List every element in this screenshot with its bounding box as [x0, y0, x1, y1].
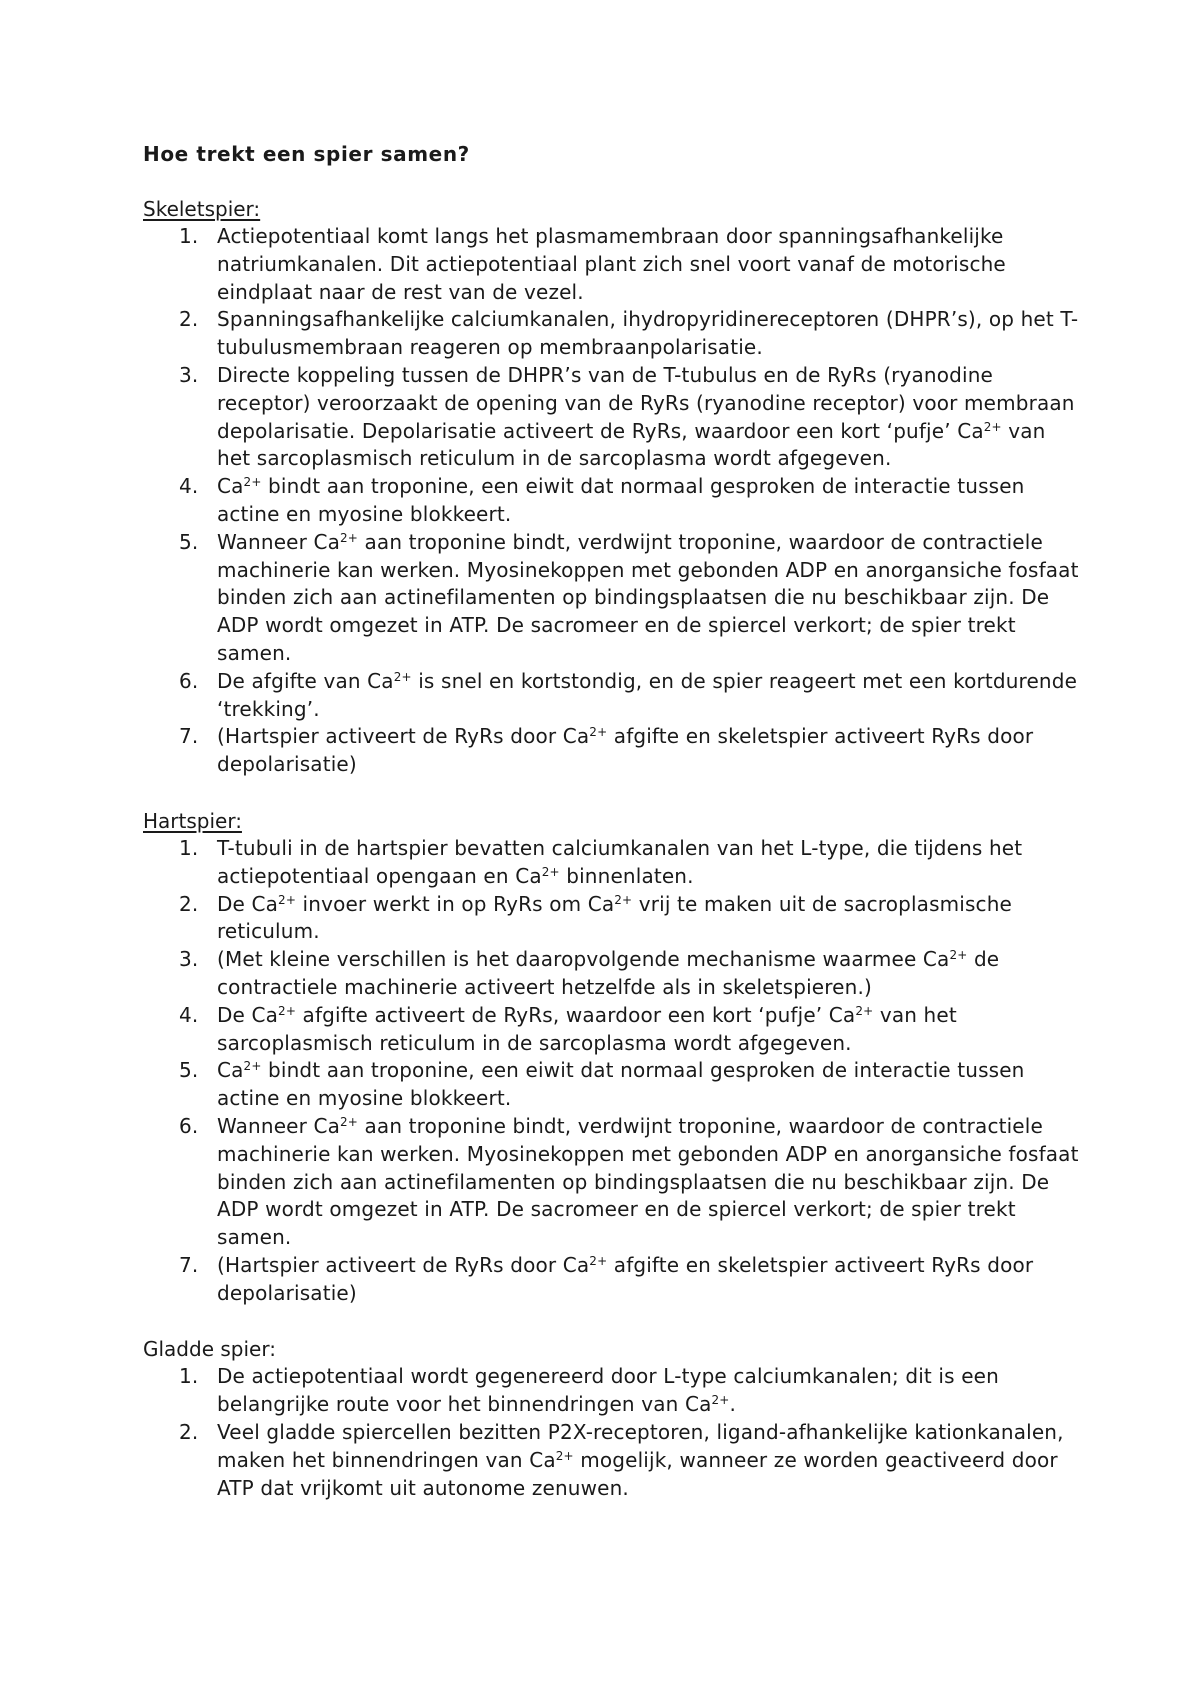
- list-item: [143, 1113, 1083, 1252]
- list-item-text: Wanneer Ca: [217, 1113, 341, 1138]
- list-item: [143, 1252, 1083, 1308]
- list-item-text: bindt aan troponine, een eiwit dat normaal gesproken de interactie tussen actine en myosine blokkeert.: [217, 1058, 1025, 1111]
- list-item-text: invoer werkt in op RyRs om Ca: [296, 891, 615, 916]
- list-item-text: is snel en kortstondig, en de spier reageert met een kortdurende ‘trekking’.: [217, 668, 1078, 721]
- list-item-number: 4.: [179, 474, 199, 499]
- list-item-text: De Ca: [217, 891, 279, 916]
- superscript-charge: 2+: [278, 892, 297, 907]
- superscript-charge: 2+: [711, 1393, 730, 1408]
- superscript-charge: 2+: [243, 1059, 262, 1074]
- list-item: [143, 529, 1083, 668]
- document-title: Hoe trekt een spier samen?: [143, 142, 470, 166]
- list-item-text: De actiepotentiaal wordt gegenereerd door L-type calciumkanalen; dit is een belangrijke route voor het binnendringen van Ca: [217, 1364, 999, 1417]
- list-item-text: afgifte en skeletspier activeert RyRs door depolarisatie): [217, 724, 1034, 777]
- list-item-number: 7.: [179, 1252, 199, 1277]
- section: [143, 1335, 1083, 1502]
- list-item: [143, 891, 1083, 947]
- list-item-text: T-tubuli in de hartspier bevatten calciumkanalen van het L-type, die tijdens het actiepotentiaal opengaan en Ca: [217, 835, 1023, 888]
- list-item: [143, 946, 1083, 1002]
- list-item-number: 5.: [179, 529, 199, 554]
- superscript-charge: 2+: [243, 475, 262, 490]
- list-item-text: aan troponine bindt, verdwijnt troponine, waardoor de contractiele machinerie kan werken. Myosinekoppen met gebonden ADP en anorgansiche fosfaat binden zich aan actinefilamenten op bindingsplaatsen die nu beschikbaar zijn. De ADP wordt omgezet in ATP. De sacromeer en de spiercel verkort; de spier trekt samen.: [217, 529, 1079, 665]
- list-item-text: Veel gladde spiercellen bezitten P2X-receptoren, ligand-afhankelijke kationkanalen, maken het binnendringen van Ca: [217, 1420, 1064, 1472]
- superscript-charge: 2+: [340, 530, 359, 545]
- superscript-charge: 2+: [614, 892, 633, 907]
- list-item-number: 2.: [179, 1420, 199, 1445]
- list-item-number: 7.: [179, 724, 199, 749]
- section-heading: Hartspier:: [143, 808, 242, 833]
- list-item: [143, 668, 1083, 724]
- list-item: [143, 723, 1083, 779]
- list-item-number: 6.: [179, 668, 199, 693]
- list-item-text: De Ca: [217, 1002, 279, 1027]
- superscript-charge: 2+: [983, 419, 1002, 434]
- superscript-charge: 2+: [589, 725, 608, 740]
- list-item: [143, 473, 1083, 529]
- list-item-number: 2.: [179, 307, 199, 332]
- section: [143, 807, 1083, 1308]
- section-heading: Gladde spier:: [143, 1337, 276, 1362]
- numbered-list: [143, 223, 1083, 779]
- list-item-number: 3.: [179, 947, 199, 972]
- list-item-text: (Hartspier activeert de RyRs door Ca: [217, 724, 590, 749]
- list-item-text: van het sarcoplasmisch reticulum in de sarcoplasma wordt afgegeven.: [217, 1002, 957, 1055]
- list-item-text: Directe koppeling tussen de DHPR’s van de T-tubulus en de RyRs (ryanodine receptor) veroorzaakt de opening van de RyRs (ryanodine receptor) voor membraan depolarisatie. Depolarisatie activeert de RyRs, waardoor een kort ‘pufje’ Ca: [217, 362, 1075, 443]
- list-item-text: mogelijk, wanneer ze worden geactiveerd door ATP dat vrijkomt uit autonome zenuwen.: [217, 1447, 1058, 1500]
- list-item-number: 1.: [179, 1364, 199, 1389]
- list-item-text: Spanningsafhankelijke calciumkanalen, ihydropyridinereceptoren (DHPR’s), op het T-tubulusmembraan reageren op membraanpolarisatie.: [217, 307, 1079, 360]
- list-item: [143, 1057, 1083, 1113]
- list-item-text: (Met kleine verschillen is het daaropvolgende mechanisme waarmee Ca: [217, 947, 950, 972]
- list-item-text: van het sarcoplasmisch reticulum in de sarcoplasma wordt afgegeven.: [217, 418, 1046, 471]
- numbered-list: [143, 835, 1083, 1308]
- list-item-text: De afgifte van Ca: [217, 668, 394, 693]
- superscript-charge: 2+: [393, 669, 412, 684]
- list-item-text: binnenlaten.: [559, 863, 694, 888]
- list-item-number: 6.: [179, 1113, 199, 1138]
- list-item: [143, 306, 1083, 362]
- list-item: [143, 835, 1083, 891]
- list-item-text: Actiepotentiaal komt langs het plasmamembraan door spanningsafhankelijke natriumkanalen. Dit actiepotentiaal plant zich snel voort vanaf de motorische eindplaat naar de rest van de vezel.: [217, 224, 1006, 304]
- section-heading: Skeletspier:: [143, 197, 261, 221]
- list-item: [143, 223, 1083, 306]
- document-body: [143, 195, 1083, 1502]
- list-item: [143, 1419, 1083, 1502]
- list-item-text: Ca: [217, 474, 244, 499]
- list-item-text: de contractiele machinerie activeert hetzelfde als in skeletspieren.): [217, 947, 1000, 999]
- superscript-charge: 2+: [541, 864, 560, 879]
- list-item-number: 1.: [179, 224, 199, 248]
- list-item-text: vrij te maken uit de sacroplasmische reticulum.: [217, 891, 1012, 944]
- list-item: [143, 1363, 1083, 1419]
- list-item-number: 4.: [179, 1002, 199, 1027]
- superscript-charge: 2+: [278, 1003, 297, 1018]
- list-item-number: 2.: [179, 891, 199, 916]
- list-item-text: aan troponine bindt, verdwijnt troponine, waardoor de contractiele machinerie kan werken. Myosinekoppen met gebonden ADP en anorgansiche fosfaat binden zich aan actinefilamenten op bindingsplaatsen die nu beschikbaar zijn. De ADP wordt omgezet in ATP. De sacromeer en de spiercel verkort; de spier trekt samen.: [217, 1113, 1079, 1250]
- list-item-number: 3.: [179, 362, 199, 387]
- list-item-text: bindt aan troponine, een eiwit dat normaal gesproken de interactie tussen actine en myosine blokkeert.: [217, 474, 1025, 526]
- list-item: [143, 362, 1083, 473]
- list-item-text: .: [729, 1392, 736, 1417]
- list-item-text: afgifte activeert de RyRs, waardoor een kort ‘pufje’ Ca: [296, 1002, 856, 1027]
- superscript-charge: 2+: [589, 1253, 608, 1268]
- list-item-text: Ca: [217, 1058, 244, 1083]
- list-item-text: (Hartspier activeert de RyRs door Ca: [217, 1252, 590, 1277]
- superscript-charge: 2+: [340, 1114, 359, 1129]
- list-item-number: 5.: [179, 1058, 199, 1083]
- document-page: [143, 140, 1083, 1530]
- superscript-charge: 2+: [855, 1003, 874, 1018]
- list-item-text: afgifte en skeletspier activeert RyRs door depolarisatie): [217, 1252, 1034, 1305]
- superscript-charge: 2+: [555, 1448, 574, 1463]
- section: [143, 195, 1083, 779]
- numbered-list: [143, 1363, 1083, 1502]
- list-item-text: Wanneer Ca: [217, 529, 341, 554]
- superscript-charge: 2+: [949, 948, 968, 963]
- list-item: [143, 1002, 1083, 1058]
- list-item-number: 1.: [179, 835, 199, 860]
